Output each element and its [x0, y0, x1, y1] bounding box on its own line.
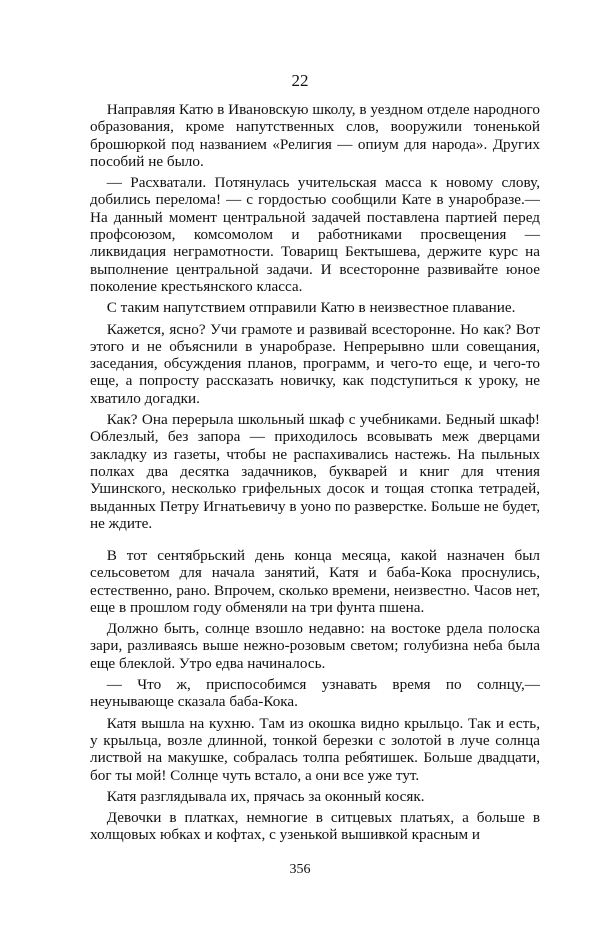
paragraph: Должно быть, солнце взошло недавно: на востоке рдела полоска зари, разливаясь выше нежно-розовым светом; голубизна неба была еще блеклой. Утро едва начиналось. [90, 620, 540, 672]
paragraph: Кажется, ясно? Учи грамоте и развивай всесторонне. Но как? Вот этого и не объяснили в унаробразе. Непрерывно шли совещания, заседания, обсуждения планов, программ, и чего-то еще, и чего-то еще, а попросту рассказать новичку, как подступиться к уроку, не хватило догадки. [90, 320, 540, 407]
paragraph: Девочки в платках, немногие в ситцевых платьях, а больше в холщовых юбках и кофтах, с узенькой вышивкой красным и [90, 809, 540, 844]
paragraph: Катя разглядывала их, прячась за оконный косяк. [106, 787, 425, 805]
paragraph: В тот сентябрьский день конца месяца, какой назначен был сельсоветом для начала занятий, Катя и баба-Кока проснулись, естественно, рано. Впрочем, сколько времени, неизвестно. Часов нет, еще в прошлом году обменяли на три фунта пшена. [90, 547, 540, 616]
page-number: 356 [289, 862, 311, 877]
text-section-1 [90, 101, 540, 536]
paragraph: Как? Она перерыла школьный шкаф с учебниками. Бедный шкаф! Облезлый, без запора — приходилось всовывать меж дверцами закладку из газеты, чтобы не распахивались настежь. На пыльных полках два десятка задачников, букварей и книг для чтения Ушинского, несколько грифельных досок и тощая стопка тетрадей, выданных Петру Игнатьевичу в уоно по разверстке. Больше не будет, не ждите. [90, 411, 540, 532]
paragraph: — Расхватали. Потянулась учительская масса к новому слову, добились перелома! — с гордостью сообщили Кате в унаробразе.— На данный момент центральной задачей поставлена партией перед профсоюзом, комсомолом и работниками просвещения — ликвидация неграмотности. Товарищ Бектышева, держите курс на выполнение центральной задачи. И всесторонне развивайте юное поколение крестьянского класса. [90, 174, 540, 295]
paragraph: — Что ж, приспособимся узнавать время по солнцу,— неунывающе сказала баба-Кока. [90, 676, 540, 711]
paragraph: С таким напутствием отправили Катю в неизвестное плавание. [106, 299, 516, 317]
paragraph: Катя вышла на кухню. Там из окошка видно крыльцо. Так и есть, у крыльца, возле длинной, тонкой березки с золотой в луче солнца листвой на макушке, собралась толпа ребятишек. Больше двадцати, бог ты мой! Солнце чуть встало, а они все уже тут. [90, 714, 540, 784]
text-section-2 [90, 547, 540, 848]
chapter-number: 22 [291, 71, 309, 90]
paragraph: Направляя Катю в Ивановскую школу, в уездном отделе народного образования, кроме напутственных слов, вооружили тоненькой брошюркой под названием «Религия — опиум для народа». Других пособий не было. [90, 101, 540, 170]
